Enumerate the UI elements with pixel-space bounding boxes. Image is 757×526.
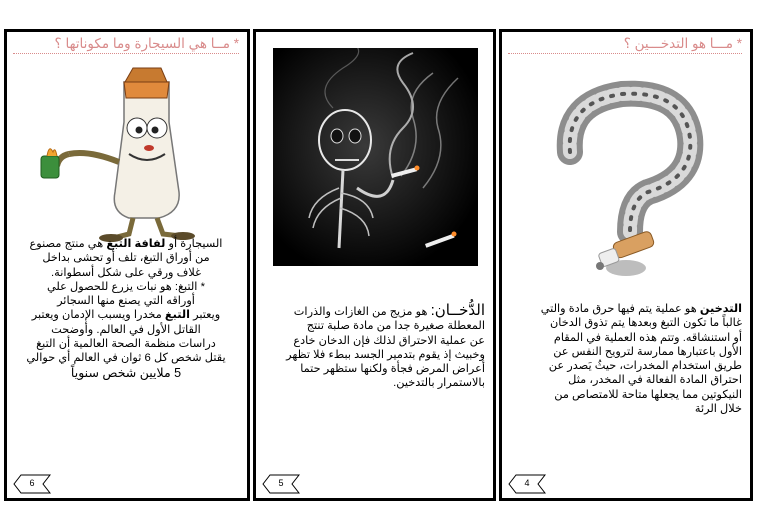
text-line: يقتل شخص كل 6 ثوان في العالم أي حوالي (26, 352, 226, 365)
panel-body-text (11, 237, 241, 380)
page-number-badge: 6 (13, 474, 51, 494)
text-line: طريق استخدام المخدرات، حيثُ يَصدر عن (548, 360, 742, 373)
text-line: النيكوتين مما يجعلها متاحة للامتصاص من (554, 388, 742, 401)
text-line: غلاف ورقي على شكل أسطوانة. (51, 266, 201, 279)
panel-heading: * مـــا هو التدخـــين ؟ (508, 36, 742, 54)
text-line: أو استنشاقه. وتتم هذه العملية في المقام (553, 331, 742, 344)
panel-body-text (508, 302, 742, 416)
text-line: دراسات منظمة الصحة العالمية أن التبغ (36, 338, 216, 351)
panel-smoke-definition (253, 29, 496, 501)
text-line: * التبغ: هو نبات يزرع للحصول علي (47, 280, 205, 293)
text-line: عن عملية الاحتراق لذلك فإن الدخان خادع (293, 334, 485, 347)
text-line: وخبيث إذ يقوم بتدمير الجسد ببطء فلا تظهر (286, 348, 485, 361)
skeleton-smoking-image (273, 48, 478, 266)
text-line: الأول باعتبارها ممارسة لترويح النفس عن (553, 345, 742, 358)
panel-heading: * مــا هي السيجارة وما مكوناتها ؟ (13, 36, 239, 54)
text-line: من أوراق التبغ، تلف أو تحشى بداخل (42, 252, 210, 265)
cigarette-cartoon-illustration (29, 62, 229, 242)
text-line: أعراض المرض فجأة ولكنها ستظهر حتما (300, 363, 485, 376)
text-line: احتراق المادة الفعالة في المخدر، مثل (568, 374, 742, 387)
text-line: الدُّخــان: هو مزيج من الغازات والذرات (293, 302, 485, 319)
text-line: القاتل الأول في العالم. وأوضحت (51, 323, 201, 336)
text-line: التدخين هو عملية يتم فيها حرق مادة والتي (540, 303, 742, 315)
text-line: ويعتبر التبغ مخدرا ويسبب الإدمان ويعتبر (31, 309, 221, 322)
text-line: المعطلة صغيرة جدا من مادة صلبة تنتج (306, 320, 485, 333)
text-line: أوراقه التي يصنع منها السجائر (57, 295, 195, 308)
text-line: خلال الرئة (694, 403, 742, 416)
panel-cigarette-components (4, 29, 250, 501)
page-number-badge: 5 (262, 474, 300, 494)
panel-smoking-definition (499, 29, 753, 501)
term-label: الدُّخــان: (430, 302, 485, 319)
text-line: السيجارة أو لفافة التبغ هي منتج مصنوع (29, 238, 223, 250)
text-line: غالباً ما تكون التبغ وبعدها يتم تذوق الدخان (549, 317, 742, 330)
page-number-badge: 4 (508, 474, 546, 494)
panel-body-text (264, 304, 485, 391)
text-line: 5 ملايين شخص سنوياً (70, 365, 182, 380)
text-line: بالاستمرار بالتدخين. (393, 377, 485, 390)
cigarette-question-mark-image (522, 72, 732, 292)
